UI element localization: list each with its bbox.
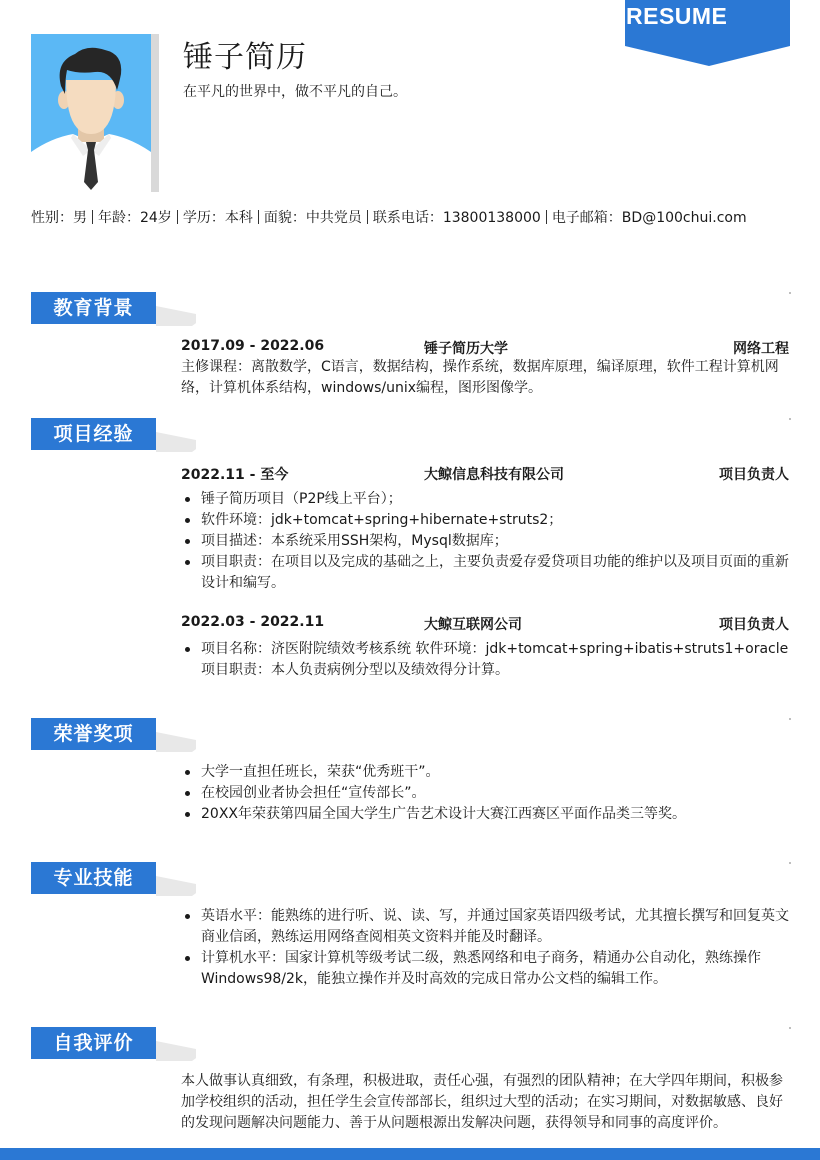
education-school: 锤子简历大学 [424,341,508,357]
resume-motto: 在平凡的世界中，做不平凡的自己。 [183,84,407,100]
divider [92,210,93,224]
section-marker [789,292,791,294]
self-evaluation-text: 本人做事认真细致，有条理，积极进取，责任心强，有强烈的团队精神；在大学四年期间，积极参加学校组织的活动，担任学生会宣传部部长，组织过大型的活动；在实习期间，对数据敏感、良好的发现问题解决问题能力、善于从问题根源出发解决问题，获得领导和同事的高度评价。 [181,1073,783,1131]
section-education [31,292,791,328]
section-projects [31,418,791,454]
list-item: 项目职责：在项目以及完成的基础之上，主要负责爱存爱贷项目功能的维护以及项目页面的重新设计和编写。 [181,552,791,594]
avatar-illustration [31,34,151,192]
section-title: 专业技能 [31,862,156,894]
section-tab-shadow [156,876,196,896]
section-tab-shadow [156,732,196,752]
list-item: 锤子简历项目（P2P线上平台）； [181,489,791,510]
divider [258,210,259,224]
section-marker [789,862,791,864]
info-degree: 学历：本科 [182,210,253,226]
section-title: 自我评价 [31,1027,156,1059]
section-tab-shadow [156,1041,196,1061]
info-phone: 联系电话：13800138000 [372,210,541,226]
project-bullets [181,639,791,681]
list-item: 20XX年荣获第四届全国大学生广告艺术设计大赛江西赛区平面作品类三等奖。 [181,804,791,825]
project-date: 2022.11 - 至今 [181,467,289,483]
project-bullets [181,489,791,594]
project-role: 项目负责人 [719,467,789,483]
section-marker [789,1027,791,1029]
section-skills [31,862,791,898]
section-tab-shadow [156,306,196,326]
project-date: 2022.03 - 2022.11 [181,614,325,630]
section-honors [31,718,791,754]
list-item: 英语水平：能熟练的进行听、说、读、写，并通过国家英语四级考试，尤其擅长撰写和回复英文商业信函，熟练运用网络查阅相英文资料并能及时翻译。 [181,906,791,948]
list-item: 软件环境：jdk+tomcat+spring+hibernate+struts2； [181,510,791,531]
education-major: 网络工程 [733,341,789,357]
list-item: 计算机水平：国家计算机等级考试二级，熟悉网络和电子商务，精通办公自动化，熟练操作Windows98/2k，能独立操作并及时高效的完成日常办公文档的编辑工作。 [181,948,791,990]
education-row [181,338,789,358]
list-item: 在校园创业者协会担任“宣传部长”。 [181,783,791,804]
skill-bullets [181,906,791,990]
personal-info [31,207,747,227]
section-marker [789,418,791,420]
info-email: 电子邮箱：BD@100chui.com [551,210,747,226]
project-company: 大鲸互联网公司 [424,617,522,633]
section-title: 教育背景 [31,292,156,324]
section-tab-shadow [156,432,196,452]
avatar-edge [151,34,159,192]
honor-bullets [181,762,791,825]
section-self-evaluation [31,1027,791,1063]
avatar [31,34,159,192]
project-row [181,464,789,484]
project-role: 项目负责人 [719,617,789,633]
divider [546,210,547,224]
resume-badge-text: RESUME [626,3,728,29]
footer-bar [0,1148,820,1160]
section-title: 项目经验 [31,418,156,450]
resume-name: 锤子简历 [183,40,307,75]
section-title: 荣誉奖项 [31,718,156,750]
education-courses: 主修课程：离散数学，C语言，数据结构，操作系统，数据库原理，编译原理，软件工程计算机网络，计算机体系结构，windows/unix编程，图形图像学。 [181,359,779,396]
info-age: 年龄：24岁 [98,210,172,226]
divider [177,210,178,224]
info-politics: 面貌：中共党员 [263,210,362,226]
divider [367,210,368,224]
list-item: 大学一直担任班长，荣获“优秀班干”。 [181,762,791,783]
section-marker [789,718,791,720]
list-item: 项目描述：本系统采用SSH架构，Mysql数据库； [181,531,791,552]
list-item: 项目名称：济医附院绩效考核系统 软件环境：jdk+tomcat+spring+ibatis+struts1+oracle 项目职责：本人负责病例分型以及绩效得分计算。 [181,639,791,681]
info-gender: 性别：男 [31,210,87,226]
project-company: 大鲸信息科技有限公司 [424,467,564,483]
project-row [181,614,789,634]
education-date: 2017.09 - 2022.06 [181,338,325,354]
